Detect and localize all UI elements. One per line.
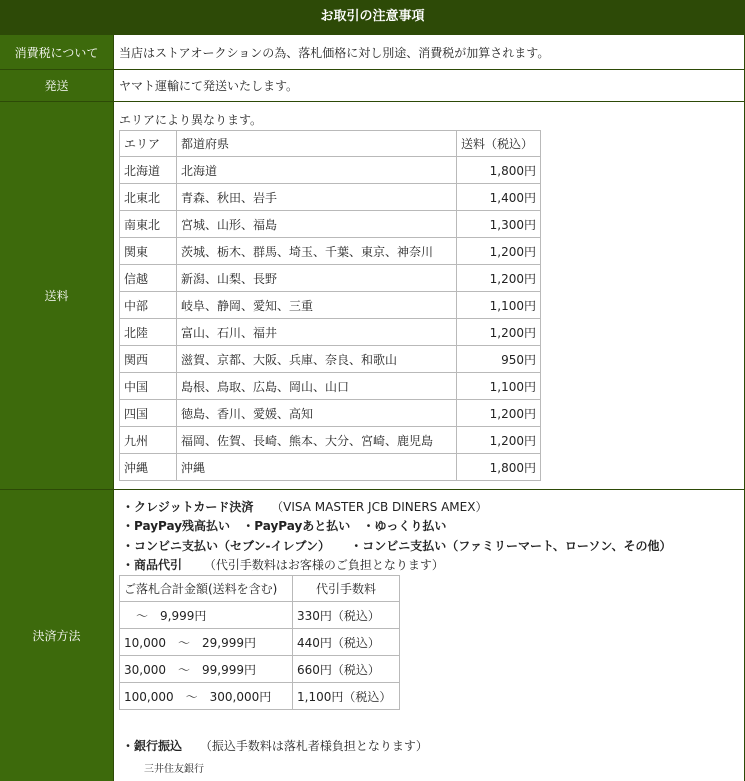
cell-amount-range: 100,000 ～ 300,000円 <box>120 683 293 710</box>
cell-amount-range: ～ 9,999円 <box>120 602 293 629</box>
payment-bank <box>122 737 428 754</box>
bank-label: ・銀行振込 <box>122 739 183 753</box>
table-row <box>120 238 541 265</box>
table-row <box>120 211 541 238</box>
payment-row <box>0 490 745 781</box>
shipping-fee-note: エリアにより異なります。 <box>119 113 263 127</box>
cvs-other: ・コンビニ支払い（ファミリーマート、ローソン、その他） <box>350 539 672 553</box>
cell-prefectures: 徳島、香川、愛媛、高知 <box>177 400 457 427</box>
cell-prefectures: 茨城、栃木、群馬、埼玉、千葉、東京、神奈川 <box>177 238 457 265</box>
cell-fee: 1,100円 <box>457 373 541 400</box>
tax-text: 当店はストアオークションの為、落札価格に対し別途、消費税が加算されます。 <box>119 45 550 60</box>
cell-area: 中部 <box>120 292 177 319</box>
header-prefecture: 都道府県 <box>177 131 457 157</box>
cell-fee: 1,200円 <box>457 427 541 454</box>
shipping-fee-table <box>119 130 541 481</box>
cell-prefectures: 青森、秋田、岩手 <box>177 184 457 211</box>
cell-fee: 1,800円 <box>457 454 541 481</box>
cell-prefectures: 福岡、佐賀、長崎、熊本、大分、宮崎、鹿児島 <box>177 427 457 454</box>
table-row <box>120 602 400 629</box>
cell-area: 中国 <box>120 373 177 400</box>
cell-area: 四国 <box>120 400 177 427</box>
payment-paypay <box>122 517 446 534</box>
tax-label: 消費税について <box>0 35 113 69</box>
header-cod-fee: 代引手数料 <box>293 576 400 602</box>
cell-area: 関西 <box>120 346 177 373</box>
cell-area: 沖縄 <box>120 454 177 481</box>
cell-area: 北東北 <box>120 184 177 211</box>
cell-fee: 1,300円 <box>457 211 541 238</box>
paypay-balance: ・PayPay残高払い <box>122 519 231 533</box>
yukkuri-pay: ・ゆっくり払い <box>362 519 447 533</box>
tax-row <box>0 35 745 69</box>
header-total: ご落札合計金額(送料を含む) <box>120 576 293 602</box>
cell-prefectures: 新潟、山梨、長野 <box>177 265 457 292</box>
cvs-seven: ・コンビニ支払い（セブン-イレブン） <box>122 539 331 553</box>
cell-area: 信越 <box>120 265 177 292</box>
cell-cod-fee: 660円（税込） <box>293 656 400 683</box>
cell-prefectures: 北海道 <box>177 157 457 184</box>
table-header-row <box>120 131 541 157</box>
cell-area: 九州 <box>120 427 177 454</box>
paypay-later: ・PayPayあと払い <box>242 519 351 533</box>
bank-name: 三井住友銀行 <box>144 764 204 775</box>
table-row <box>120 292 541 319</box>
cell-prefectures: 富山、石川、福井 <box>177 319 457 346</box>
cell-fee: 1,800円 <box>457 157 541 184</box>
cell-fee: 1,400円 <box>457 184 541 211</box>
cell-fee: 1,200円 <box>457 238 541 265</box>
table-row <box>120 400 541 427</box>
table-row <box>120 454 541 481</box>
cod-fee-table <box>119 575 400 710</box>
cell-prefectures: 滋賀、京都、大阪、兵庫、奈良、和歌山 <box>177 346 457 373</box>
header-area: エリア <box>120 131 177 157</box>
payment-label: 決済方法 <box>0 490 113 781</box>
shipping-method-text: ヤマト運輸にて発送いたします。 <box>119 79 299 93</box>
credit-card-label: ・クレジットカード決済 <box>122 500 254 514</box>
cell-area: 北陸 <box>120 319 177 346</box>
cell-cod-fee: 440円（税込） <box>293 629 400 656</box>
cell-cod-fee: 1,100円（税込） <box>293 683 400 710</box>
shipping-method-label: 発送 <box>0 70 113 101</box>
cell-prefectures: 島根、鳥取、広島、岡山、山口 <box>177 373 457 400</box>
payment-convenience-store <box>122 537 671 554</box>
page-title: お取引の注意事項 <box>320 9 425 24</box>
shipping-fee-label: 送料 <box>0 102 113 489</box>
table-row <box>120 373 541 400</box>
shipping-method-row <box>0 70 745 101</box>
cod-label: ・商品代引 <box>122 558 183 572</box>
cell-amount-range: 10,000 ～ 29,999円 <box>120 629 293 656</box>
cell-fee: 1,200円 <box>457 400 541 427</box>
cell-amount-range: 30,000 ～ 99,999円 <box>120 656 293 683</box>
cell-area: 北海道 <box>120 157 177 184</box>
cell-prefectures: 岐阜、静岡、愛知、三重 <box>177 292 457 319</box>
payment-cod <box>122 556 444 573</box>
table-row <box>120 427 541 454</box>
cell-fee: 1,100円 <box>457 292 541 319</box>
table-row <box>120 265 541 292</box>
table-row <box>120 683 400 710</box>
cell-cod-fee: 330円（税込） <box>293 602 400 629</box>
table-row <box>120 346 541 373</box>
cell-prefectures: 沖縄 <box>177 454 457 481</box>
credit-card-brands: （VISA MASTER JCB DINERS AMEX） <box>271 500 488 514</box>
cell-fee: 1,200円 <box>457 319 541 346</box>
cell-fee: 1,200円 <box>457 265 541 292</box>
table-row <box>120 184 541 211</box>
table-row <box>120 629 400 656</box>
table-row <box>120 656 400 683</box>
header-fee: 送料（税込） <box>457 131 541 157</box>
payment-credit <box>122 498 487 515</box>
table-header-row <box>120 576 400 602</box>
table-row <box>120 319 541 346</box>
cell-prefectures: 宮城、山形、福島 <box>177 211 457 238</box>
table-row <box>120 157 541 184</box>
cell-area: 関東 <box>120 238 177 265</box>
cell-area: 南東北 <box>120 211 177 238</box>
cod-note: （代引手数料はお客様のご負担となります） <box>203 558 444 572</box>
cell-fee: 950円 <box>457 346 541 373</box>
bank-note: （振込手数料は落札者様負担となります） <box>199 739 428 753</box>
shipping-fee-row <box>0 102 745 489</box>
